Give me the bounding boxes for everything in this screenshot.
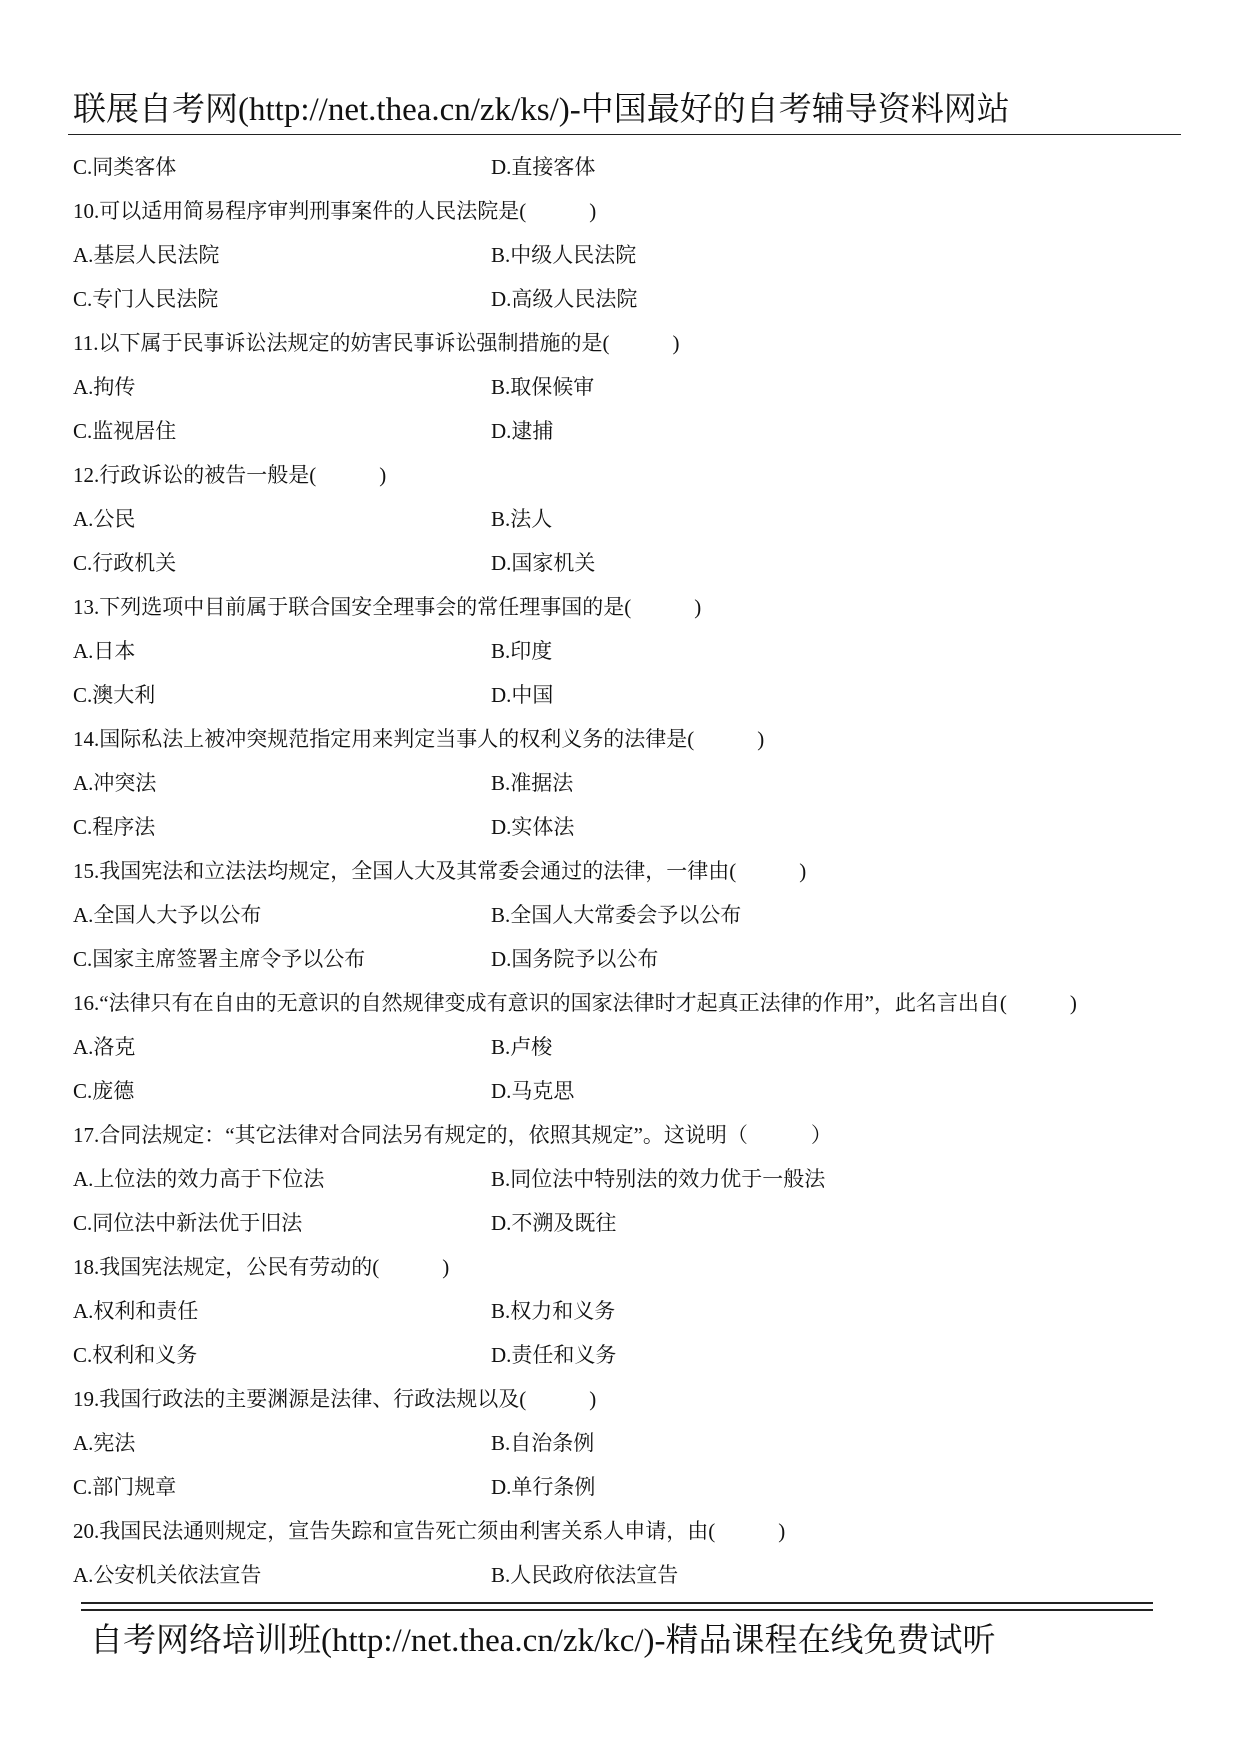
question-16 [0,981,1241,1113]
options-row-cd [0,409,1241,453]
option-d: D.不溯及既往 [491,1211,617,1235]
question-11 [0,321,1241,453]
option-c: C.同位法中新法优于旧法 [73,1211,303,1235]
option-d: D.逮捕 [491,419,554,443]
options-row-ab [0,497,1241,541]
option-d: D.责任和义务 [491,1343,617,1367]
options-row-cd [0,805,1241,849]
options-row-cd [0,541,1241,585]
option-a: A.基层人民法院 [73,243,220,267]
options-row-ab [0,233,1241,277]
option-d: D.单行条例 [491,1475,596,1499]
option-b: B.全国人大常委会予以公布 [491,903,742,927]
question-stem-row [0,981,1241,1025]
option-c: C.行政机关 [73,551,177,575]
question-stem-row [0,849,1241,893]
question-stem: 16.“法律只有在自由的无意识的自然规律变成有意识的国家法律时才起真正法律的作用”，此名言出自( ) [73,991,1077,1015]
option-d: D.马克思 [491,1079,575,1103]
option-c: C.监视居住 [73,419,177,443]
question-stem-row [0,1509,1241,1553]
option-b: B.同位法中特别法的效力优于一般法 [491,1167,826,1191]
options-row-cd [0,1465,1241,1509]
question-list [0,145,1241,1597]
options-row-cd [0,937,1241,981]
option-c: C.澳大利 [73,683,156,707]
page-footer-text: 自考网络培训班(http://net.thea.cn/zk/kc/)-精品课程在线免费试听 [90,1623,996,1659]
question-stem-row [0,189,1241,233]
question-15 [0,849,1241,981]
question-stem-row [0,717,1241,761]
option-b: B.卢梭 [491,1035,553,1059]
question-stem-row [0,453,1241,497]
question-stem: 17.合同法规定：“其它法律对合同法另有规定的，依照其规定”。这说明（ ） [73,1123,832,1147]
question-19 [0,1377,1241,1509]
option-d: D.国务院予以公布 [491,947,659,971]
question-stem: 14.国际私法上被冲突规范指定用来判定当事人的权利义务的法律是( ) [73,727,765,751]
options-row-ab [0,1025,1241,1069]
option-d: D.中国 [491,683,554,707]
header-rule [68,134,1181,135]
option-a: A.公民 [73,507,136,531]
option-a: A.洛克 [73,1035,136,1059]
question-18 [0,1245,1241,1377]
option-a: A.权利和责任 [73,1299,199,1323]
option-c: C.专门人民法院 [73,287,219,311]
option-b: B.人民政府依法宣告 [491,1563,679,1587]
option-b: B.权力和义务 [491,1299,616,1323]
option-a: A.拘传 [73,375,136,399]
options-row-cd [0,1201,1241,1245]
option-c: C.庞德 [73,1079,135,1103]
question-stem: 15.我国宪法和立法法均规定，全国人大及其常委会通过的法律，一律由( ) [73,859,807,883]
options-row-ab [0,1553,1241,1597]
options-row-cd [0,1069,1241,1113]
option-c: C.程序法 [73,815,156,839]
page-header-title: 联展自考网(http://net.thea.cn/zk/ks/)-中国最好的自考辅导资料网站 [73,92,1010,128]
question-stem: 10.可以适用简易程序审判刑事案件的人民法院是( ) [73,199,597,223]
question-stem: 20.我国民法通则规定，宣告失踪和宣告死亡须由利害关系人申请，由( ) [73,1519,786,1543]
question-stem: 18.我国宪法规定，公民有劳动的( ) [73,1255,450,1279]
question-stem-row [0,585,1241,629]
option-b: B.印度 [491,639,553,663]
options-row-cd [0,1333,1241,1377]
options-row-ab [0,1421,1241,1465]
option-a: A.日本 [73,639,136,663]
question-stem-row [0,1377,1241,1421]
question-12 [0,453,1241,585]
option-a: A.公安机关依法宣告 [73,1563,262,1587]
options-row-ab [0,893,1241,937]
option-a: A.冲突法 [73,771,157,795]
question-17 [0,1113,1241,1245]
options-row-ab [0,629,1241,673]
question-13 [0,585,1241,717]
footer-double-rule-top [81,1602,1153,1604]
options-row-cd [0,277,1241,321]
options-row-ab [0,1157,1241,1201]
option-b: B.法人 [491,507,553,531]
option-a: A.上位法的效力高于下位法 [73,1167,325,1191]
option-a: A.全国人大予以公布 [73,903,262,927]
question-stem-row [0,1245,1241,1289]
question-stem: 13.下列选项中目前属于联合国安全理事会的常任理事国的是( ) [73,595,702,619]
question-14 [0,717,1241,849]
option-c: C.权利和义务 [73,1343,198,1367]
option-b: B.中级人民法院 [491,243,637,267]
question-stem: 11.以下属于民事诉讼法规定的妨害民事诉讼强制措施的是( ) [73,331,680,355]
footer-double-rule-bottom [81,1609,1153,1611]
question-stem-row [0,321,1241,365]
options-row-ab [0,365,1241,409]
options-row-ab [0,761,1241,805]
option-d: D.国家机关 [491,551,596,575]
carryover-options-row [0,145,1241,189]
option-c: C.国家主席签署主席令予以公布 [73,947,366,971]
option-c: C.同类客体 [73,155,177,179]
question-stem: 19.我国行政法的主要渊源是法律、行政法规以及( ) [73,1387,597,1411]
options-row-ab [0,1289,1241,1333]
option-d: D.高级人民法院 [491,287,638,311]
options-row-cd [0,673,1241,717]
option-d: D.实体法 [491,815,575,839]
question-stem: 12.行政诉讼的被告一般是( ) [73,463,387,487]
option-c: C.部门规章 [73,1475,177,1499]
option-b: B.取保候审 [491,375,595,399]
option-b: B.准据法 [491,771,574,795]
option-d: D.直接客体 [491,155,596,179]
question-stem-row [0,1113,1241,1157]
question-10 [0,189,1241,321]
question-20 [0,1509,1241,1597]
option-a: A.宪法 [73,1431,136,1455]
option-b: B.自治条例 [491,1431,595,1455]
